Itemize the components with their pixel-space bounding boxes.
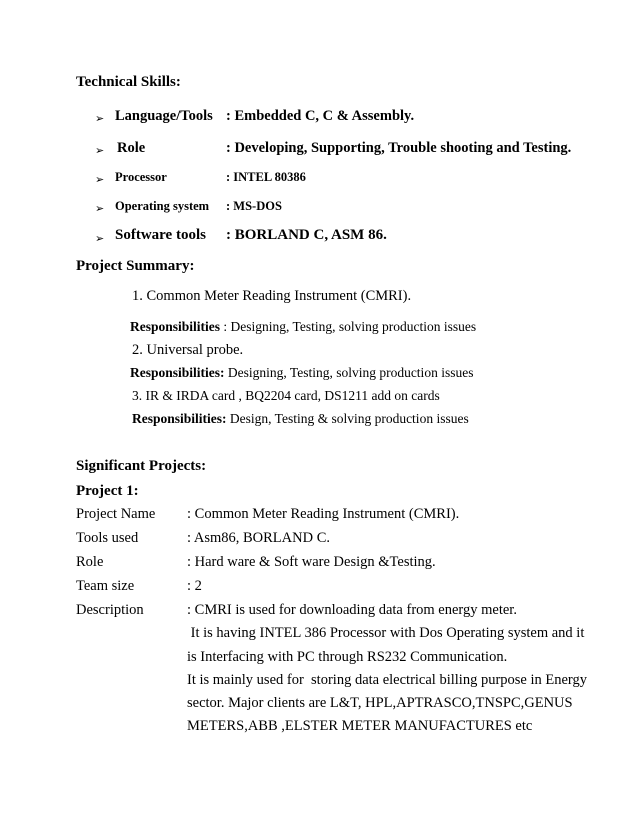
description-line: It is mainly used for storing data electrical billing purpose in Energy [187,672,587,688]
skill-value: : Embedded C, C & Assembly. [226,108,415,124]
responsibilities-label: Responsibilities: [132,411,227,426]
skill-label: Operating system [115,199,210,213]
bullet-arrow-icon: ➢ [95,174,105,186]
project-field-label: Team size [76,578,135,594]
project-field-label: Tools used [76,530,139,546]
responsibilities-label: Responsibilities [130,319,221,334]
skill-label: Processor [115,170,167,184]
project-field-label: Project Name [76,506,156,522]
skill-label: Software tools [115,227,206,243]
project-field-value: : 2 [187,578,202,594]
skill-value: : Developing, Supporting, Trouble shooting and Testing. [226,140,572,156]
responsibilities-label: Responsibilities: [130,365,225,380]
bullet-arrow-icon: ➢ [95,203,105,215]
responsibilities-text: : Designing, Testing, solving production issues [220,319,477,334]
summary-responsibilities [130,319,476,335]
bullet-arrow-icon: ➢ [95,233,105,245]
project-field-label: Role [76,554,104,570]
project-field-value: : CMRI is used for downloading data from energy meter. [187,602,517,618]
description-line: It is having INTEL 386 Processor with Dos Operating system and it [187,625,585,641]
skill-value: : INTEL 80386 [226,170,306,184]
summary-project-item: 1. Common Meter Reading Instrument (CMRI). [132,288,412,304]
project-field-value: : Asm86, BORLAND C. [187,530,331,546]
project-title: Project 1: [76,483,139,499]
bullet-arrow-icon: ➢ [95,113,105,125]
bullet-arrow-icon: ➢ [95,145,105,157]
project-field-value: : Hard ware & Soft ware Design &Testing. [187,554,436,570]
description-line: is Interfacing with PC through RS232 Communication. [187,649,508,665]
skill-value: : MS-DOS [226,199,282,213]
summary-responsibilities [132,411,469,427]
description-line: METERS,ABB ,ELSTER METER MANUFACTURES etc [187,718,533,734]
skill-value: : BORLAND C, ASM 86. [226,227,387,243]
skill-label: Language/Tools [115,108,213,124]
summary-responsibilities [130,365,473,381]
project-summary-heading: Project Summary: [76,258,195,274]
summary-project-item: 2. Universal probe. [132,342,244,358]
significant-projects-heading: Significant Projects: [76,458,207,474]
summary-project-item: 3. IR & IRDA card , BQ2204 card, DS1211 add on cards [132,388,440,403]
project-field-value: : Common Meter Reading Instrument (CMRI). [187,506,460,522]
project-field-label: Description [76,602,144,618]
skill-label: Role [117,140,146,156]
technical-skills-heading: Technical Skills: [76,74,181,90]
description-line: sector. Major clients are L&T, HPL,APTRASCO,TNSPC,GENUS [187,695,573,711]
responsibilities-text: Designing, Testing, solving production issues [224,365,474,380]
responsibilities-text: Design, Testing & solving production issues [226,411,469,426]
